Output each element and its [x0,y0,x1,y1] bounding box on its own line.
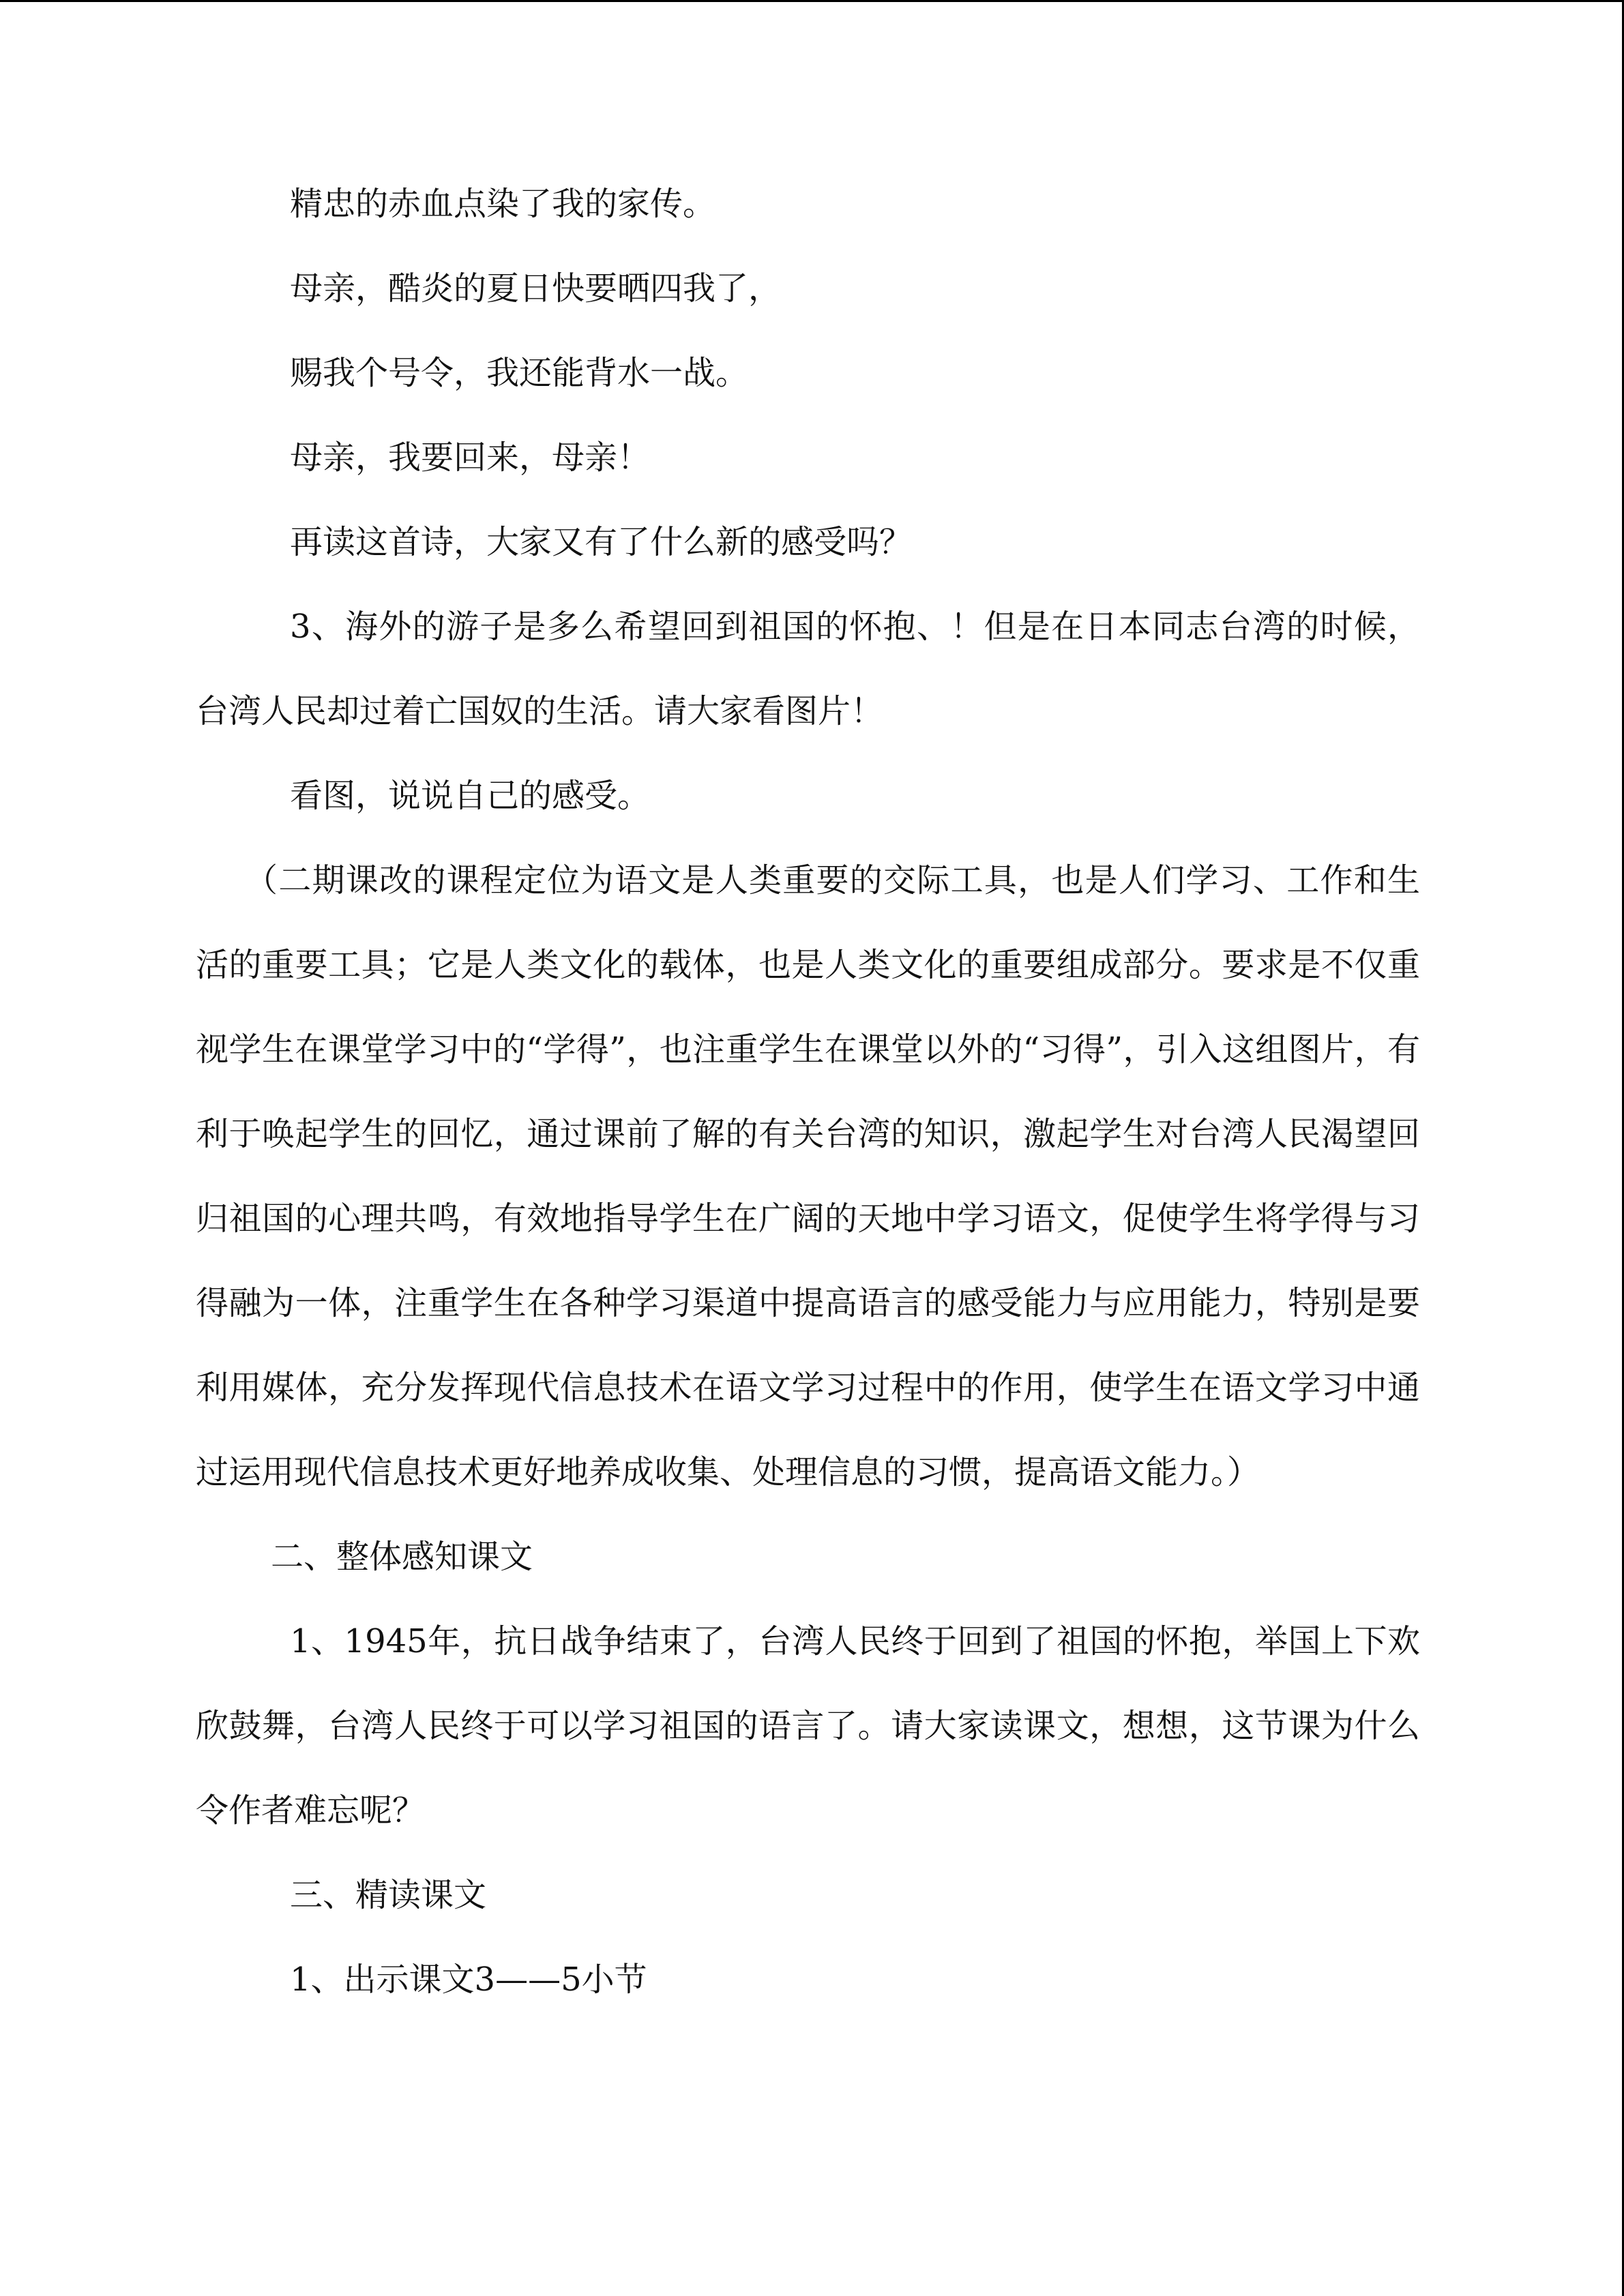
poem-line-2: 母亲，酷炎的夏日快要晒四我了， [290,269,782,308]
section-heading-3: 三、精读课文 [290,1876,487,1914]
poem-line-4: 母亲，我要回来，母亲！ [290,438,651,477]
section-2-step-1-paragraph: 1、1945年，抗日战争结束了，台湾人民终于回到了祖国的怀抱，举国上下欢欣鼓舞，台湾人民终于可以学习祖国的语言了。请大家读课文，想想，这节课为什么令作者难忘呢？ [196,1622,1420,1830]
question-paragraph: 再读这首诗，大家又有了什么新的感受吗？ [290,523,913,561]
look-at-pictures-paragraph: 看图，说说自己的感受。 [290,777,651,815]
curriculum-note-paragraph: （二期课改的课程定位为语文是人类重要的交际工具，也是人们学习、工作和生活的重要工具；它是人类文化的载体，也是人类文化的重要组成部分。要求是不仅重视学生在课堂学习中的“学得”，也注重学生在课堂以外的“习得”，引入这组图片，有利于唤起学生的回忆，通过课前了解的有关台湾的知识，激起学生对台湾人民渴望回归祖国的心理共鸣，有效地指导学生在广阔的天地中学习语文，促使学生将学得与习得融为一体，注重学生在各种学习渠道中提高语言的感受能力与应用能力，特别是要利用媒体，充分发挥现代信息技术在语文学习过程中的作用，使学生在语文学习中通过运用现代信息技术更好地养成收集、处理信息的习惯，提高语文能力。） [196,861,1420,1491]
section-heading-2: 二、整体感知课文 [271,1538,533,1576]
step-3-paragraph: 3、海外的游子是多么希望回到祖国的怀抱、！但是在日本同志台湾的时候，台湾人民却过着亡国奴的生活。请大家看图片！ [196,608,1420,730]
section-3-step-1-paragraph: 1、出示课文3——5小节 [290,1960,647,1999]
poem-line-1: 精忠的赤血点染了我的家传。 [290,185,716,223]
document-body [196,162,1420,2022]
poem-line-3: 赐我个号令，我还能背水一战。 [290,354,749,392]
